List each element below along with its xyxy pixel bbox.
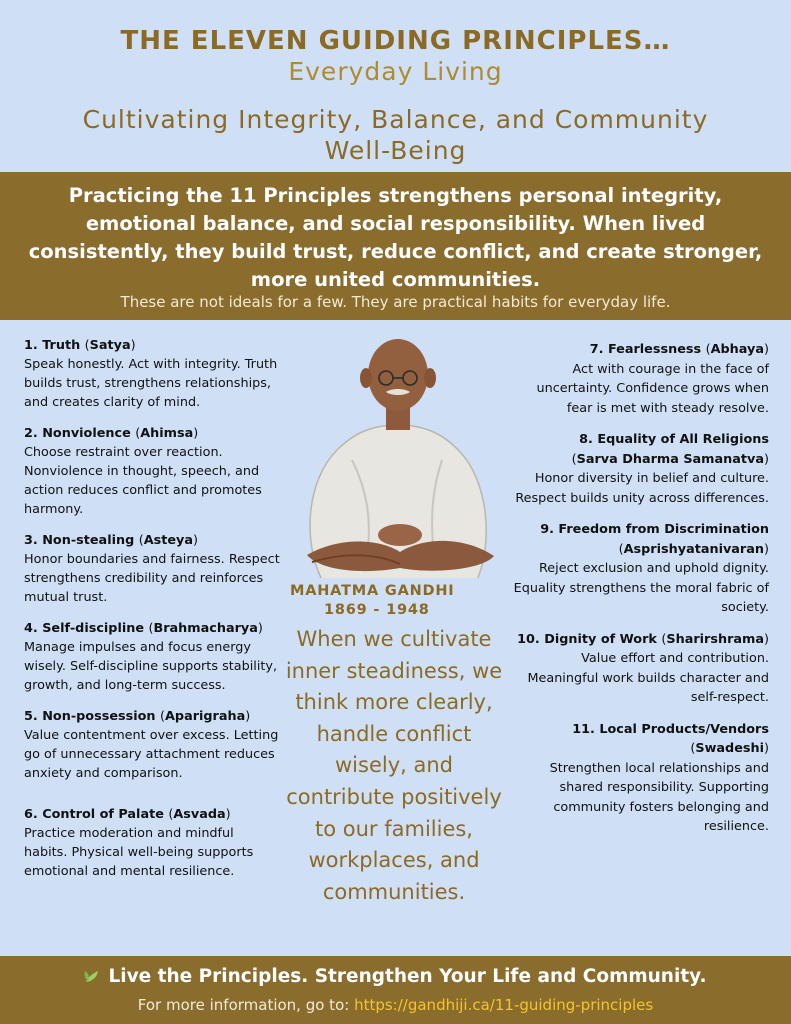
principles-link[interactable]: https://gandhiji.ca/11-guiding-principles — [354, 996, 654, 1014]
principle-title: 5. Non-possession — [24, 709, 156, 724]
principle-item: 9. Freedom from Discrimination (Asprishyatanivaran) Reject exclusion and uphold dignity. Equality strengthens the moral fabric of society. — [507, 520, 769, 618]
principle-text: Honor diversity in belief and culture. Respect builds unity across differences. — [515, 471, 769, 506]
principle-sanskrit: Ahimsa — [140, 426, 194, 441]
footer-info-text: For more information, go to: — [137, 996, 355, 1014]
principle-sanskrit: Abhaya — [710, 342, 764, 357]
principle-item: 11. Local Products/Vendors (Swadeshi) Strengthen local relationships and shared responsibility. Supporting community fosters belonging and resilience. — [507, 720, 769, 837]
principle-title: 11. Local Products/Vendors — [572, 721, 769, 737]
principle-title: 4. Self-discipline — [24, 621, 145, 636]
gandhi-portrait — [282, 330, 512, 578]
principle-text: Value contentment over excess. Letting go of unnecessary attachment reduces anxiety and comparison. — [24, 728, 279, 781]
principle-sanskrit: Swadeshi — [695, 741, 764, 756]
principle-sanskrit: Satya — [89, 338, 131, 353]
page-title-sub: Everyday Living — [288, 57, 503, 86]
principle-item: 2. Nonviolence (Ahimsa) Choose restraint over reaction. Nonviolence in thought, speech, and action reduces conflict and promotes harmony. — [24, 424, 280, 519]
principle-item: 10. Dignity of Work (Sharirshrama) Value effort and contribution. Meaningful work builds character and self-respect. — [507, 630, 769, 708]
principle-text: Speak honestly. Act with integrity. Truth builds trust, strengthens relationships, and creates clarity of mind. — [24, 357, 278, 410]
principle-text: Choose restraint over reaction. Nonviolence in thought, speech, and action reduces conflict and promotes harmony. — [24, 445, 262, 517]
principle-item: 4. Self-discipline (Brahmacharya) Manage impulses and focus energy wisely. Self-discipline supports stability, growth, and long-term success. — [24, 619, 280, 695]
principle-title: 2. Nonviolence — [24, 426, 131, 441]
header — [0, 0, 791, 172]
principle-item: 8. Equality of All Religions (Sarva Dharma Samanatva) Honor diversity in belief and culture. Respect builds unity across differences. — [507, 430, 769, 508]
principle-sanskrit: Asteya — [143, 533, 194, 548]
principle-text: Manage impulses and focus energy wisely. Self-discipline supports stability, growth, and long-term success. — [24, 640, 278, 693]
portrait-caption — [286, 582, 506, 620]
footer-banner — [0, 956, 791, 1024]
intro-banner — [0, 172, 791, 320]
intro-text: Practicing the 11 Principles strengthens personal integrity, emotional balance, and social responsibility. When lived consistently, they build trust, reduce conflict, and create stronger, more united communities. — [28, 184, 763, 291]
principle-text: Honor boundaries and fairness. Respect strengthens credibility and reinforces mutual trust. — [24, 552, 280, 605]
page-title: THE ELEVEN GUIDING PRINCIPLES… — [120, 26, 671, 56]
principle-item: 6. Control of Palate (Asvada) Practice moderation and mindful habits. Physical well-being supports emotional and mental resilience. — [24, 805, 280, 881]
principle-title: 10. Dignity of Work — [517, 631, 657, 647]
principle-sanskrit: Aparigraha — [165, 709, 246, 724]
principle-item: 5. Non-possession (Aparigraha) Value contentment over excess. Letting go of unnecessary attachment reduces anxiety and comparison. — [24, 709, 279, 781]
principle-title: 3. Non-stealing — [24, 533, 135, 548]
leaf-icon — [84, 968, 102, 984]
principle-item: 7. Fearlessness (Abhaya) Act with courage in the face of uncertainty. Confidence grows when fear is met with steady resolve. — [507, 340, 769, 418]
principle-title: 6. Control of Palate — [24, 807, 164, 822]
principle-sanskrit: Asvada — [173, 807, 226, 822]
principle-title: 1. Truth — [24, 338, 81, 353]
principle-text: Reject exclusion and uphold dignity. Equality strengthens the moral fabric of society. — [513, 561, 769, 615]
principle-title: 9. Freedom from Discrimination — [540, 522, 769, 537]
footer-slogan: Live the Principles. Strengthen Your Life and Community. — [108, 966, 707, 987]
principle-sanskrit: Asprishyatanivaran — [623, 541, 764, 557]
principle-text: Strengthen local relationships and shared responsibility. Supporting community fosters belonging and resilience. — [549, 760, 769, 834]
principle-title: 7. Fearlessness — [589, 342, 702, 357]
principle-text: Value effort and contribution. Meaningful work builds character and self-respect. — [527, 651, 769, 705]
principle-sanskrit: Brahmacharya — [153, 621, 258, 636]
principle-text: Practice moderation and mindful habits. Physical well-being supports emotional and mental resilience. — [24, 826, 254, 879]
principle-title: 8. Equality of All Religions — [579, 432, 769, 447]
page-subtitle: Cultivating Integrity, Balance, and Community Well-Being — [82, 105, 709, 165]
principle-sanskrit: Sharirshrama — [666, 631, 764, 647]
principle-item: 1. Truth (Satya) Speak honestly. Act with integrity. Truth builds trust, strengthens relationships, and creates clarity of mind. — [24, 336, 280, 412]
portrait-years: 1869 - 1948 — [324, 602, 430, 618]
center-quote: When we cultivate inner steadiness, we think more clearly, handle conflict wisely, and contribute positively to our families, workplaces, and communities. — [285, 627, 503, 904]
principle-sanskrit: Sarva Dharma Samanatva — [576, 451, 764, 467]
principle-text: Act with courage in the face of uncertainty. Confidence grows when fear is met with steady resolve. — [536, 361, 769, 416]
principle-item: 3. Non-stealing (Asteya) Honor boundaries and fairness. Respect strengthens credibility and reinforces mutual trust. — [24, 533, 280, 605]
intro-subtext: These are not ideals for a few. They are practical habits for everyday life. — [120, 293, 671, 311]
principles-right-column — [507, 340, 769, 849]
principles-left-column — [24, 336, 280, 893]
portrait-name: MAHATMA GANDHI — [290, 583, 455, 599]
